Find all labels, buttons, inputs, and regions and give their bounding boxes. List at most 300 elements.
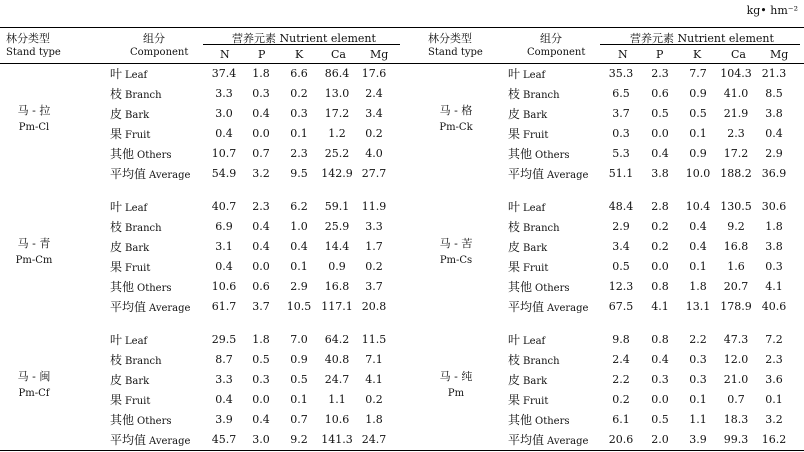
nutrient-value: 20.8	[361, 300, 387, 313]
component-label	[110, 257, 150, 277]
nutrient-value: 25.2	[324, 147, 350, 160]
component-en: Leaf	[125, 336, 148, 347]
nutrient-value: 11.5	[361, 333, 387, 346]
nutrient-value: 0.2	[365, 393, 383, 406]
component-zh: 平均值	[110, 300, 147, 314]
left-stand-1	[4, 235, 64, 266]
nutrient-value: 4.1	[765, 280, 783, 293]
nutrient-value: 0.3	[765, 260, 783, 273]
component-zh: 叶	[110, 333, 123, 347]
component-en: Fruit	[125, 263, 151, 274]
component-en: Average	[149, 303, 191, 314]
nutrient-value: 3.8	[765, 107, 783, 120]
component-zh: 平均值	[110, 433, 147, 447]
component-label	[110, 144, 172, 164]
nutrient-value: 20.7	[723, 280, 749, 293]
component-label	[508, 104, 547, 124]
nutrient-value: 3.3	[215, 87, 233, 100]
nutrient-value: 0.4	[290, 240, 308, 253]
nutrient-value: 2.3	[727, 127, 745, 140]
stand-name-zh: 马 - 闽	[17, 370, 51, 383]
component-en: Leaf	[523, 336, 546, 347]
nutrient-value: 16.8	[324, 280, 350, 293]
stand-code: Pm-Cf	[18, 388, 50, 399]
nutrient-value: 17.2	[324, 107, 350, 120]
nutrient-value: 0.2	[290, 87, 308, 100]
right-nutrient-underline	[600, 44, 800, 45]
nutrient-value: 8.5	[765, 87, 783, 100]
nutrient-value: 0.3	[290, 107, 308, 120]
component-label	[110, 277, 172, 297]
nutrient-value: 37.4	[211, 67, 237, 80]
nutrient-value: 18.3	[723, 413, 749, 426]
component-en: Average	[149, 170, 191, 181]
nutrient-value: 0.2	[651, 220, 669, 233]
left-comp-header-zh: 组分	[143, 32, 165, 45]
nutrient-value: 6.9	[215, 220, 233, 233]
component-zh: 皮	[110, 240, 123, 254]
nutrient-value: 1.7	[365, 240, 383, 253]
nutrient-value: 141.3	[321, 433, 353, 446]
nutrient-value: 0.4	[252, 107, 270, 120]
right-stand-header-zh: 林分类型	[428, 32, 472, 45]
nutrient-value: 4.0	[365, 147, 383, 160]
nutrient-value: 9.2	[727, 220, 745, 233]
component-label	[110, 104, 149, 124]
nutrient-value: 1.1	[689, 413, 707, 426]
left-el-p: P	[258, 48, 266, 61]
nutrient-value: 0.1	[765, 393, 783, 406]
nutrient-value: 0.1	[689, 393, 707, 406]
nutrient-value: 0.5	[290, 373, 308, 386]
nutrient-value: 178.9	[720, 300, 752, 313]
nutrient-value: 0.2	[365, 260, 383, 273]
component-en: Others	[137, 283, 172, 294]
nutrient-value: 0.9	[290, 353, 308, 366]
component-en: Branch	[523, 223, 560, 234]
nutrient-value: 1.8	[365, 413, 383, 426]
left-nutrient-header: 营养元素 Nutrient element	[232, 32, 376, 45]
component-en: Fruit	[523, 396, 549, 407]
nutrient-value: 0.5	[651, 413, 669, 426]
component-en: Bark	[125, 110, 150, 121]
nutrient-value: 0.3	[612, 127, 630, 140]
nutrient-value: 0.4	[215, 260, 233, 273]
nutrient-value: 3.4	[365, 107, 383, 120]
right-el-k: K	[693, 48, 702, 61]
component-zh: 枝	[508, 353, 521, 367]
nutrient-value: 0.0	[651, 127, 669, 140]
nutrient-value: 4.1	[651, 300, 669, 313]
component-label	[508, 370, 547, 390]
component-zh: 平均值	[508, 167, 545, 181]
component-zh: 果	[508, 127, 521, 141]
nutrient-value: 48.4	[608, 200, 634, 213]
component-label	[508, 124, 548, 144]
nutrient-value: 3.4	[612, 240, 630, 253]
component-label	[110, 237, 149, 257]
nutrient-value: 0.2	[365, 127, 383, 140]
right-el-mg: Mg	[770, 48, 789, 61]
stand-code: Pm-Cl	[18, 122, 50, 133]
nutrient-value: 3.0	[252, 433, 270, 446]
component-zh: 皮	[508, 240, 521, 254]
nutrient-value: 0.2	[612, 393, 630, 406]
component-en: Others	[137, 150, 172, 161]
component-zh: 皮	[110, 107, 123, 121]
nutrient-value: 6.5	[612, 87, 630, 100]
component-en: Bark	[125, 243, 150, 254]
component-label	[110, 390, 150, 410]
component-en: Average	[149, 436, 191, 447]
component-zh: 叶	[110, 200, 123, 214]
nutrient-value: 2.0	[651, 433, 669, 446]
nutrient-value: 3.0	[215, 107, 233, 120]
nutrient-value: 47.3	[723, 333, 749, 346]
component-label	[508, 430, 588, 450]
nutrient-value: 16.2	[761, 433, 787, 446]
component-zh: 枝	[508, 220, 521, 234]
nutrient-value: 0.4	[252, 220, 270, 233]
nutrient-value: 1.8	[689, 280, 707, 293]
nutrient-value: 0.9	[328, 260, 346, 273]
right-el-n: N	[618, 48, 628, 61]
nutrient-value: 27.7	[361, 167, 387, 180]
component-label	[110, 84, 162, 104]
nutrient-value: 0.7	[727, 393, 745, 406]
component-zh: 果	[110, 127, 123, 141]
left-comp-header-en: Component	[130, 47, 189, 58]
nutrient-value: 0.3	[689, 373, 707, 386]
component-zh: 皮	[110, 373, 123, 387]
nutrient-value: 0.0	[252, 260, 270, 273]
nutrient-value: 0.3	[651, 373, 669, 386]
nutrient-value: 9.8	[612, 333, 630, 346]
nutrient-value: 13.1	[685, 300, 711, 313]
nutrient-value: 12.3	[608, 280, 634, 293]
nutrient-value: 2.3	[765, 353, 783, 366]
component-label	[508, 144, 570, 164]
stand-name-zh: 马 - 格	[439, 104, 473, 117]
nutrient-value: 117.1	[321, 300, 353, 313]
nutrient-value: 17.2	[723, 147, 749, 160]
component-label	[110, 64, 147, 84]
component-label	[110, 164, 190, 184]
nutrient-value: 0.1	[290, 127, 308, 140]
nutrient-value: 1.8	[765, 220, 783, 233]
component-label	[110, 430, 190, 450]
nutrient-value: 0.4	[252, 413, 270, 426]
component-zh: 枝	[110, 353, 123, 367]
nutrient-value: 0.4	[689, 220, 707, 233]
component-en: Leaf	[523, 203, 546, 214]
component-en: Bark	[523, 376, 548, 387]
nutrient-value: 45.7	[211, 433, 237, 446]
nutrient-value: 0.4	[765, 127, 783, 140]
right-comp-header-zh: 组分	[540, 32, 562, 45]
component-zh: 果	[508, 393, 521, 407]
component-zh: 叶	[508, 333, 521, 347]
nutrient-value: 10.0	[685, 167, 711, 180]
component-zh: 其他	[110, 147, 135, 161]
nutrient-value: 2.9	[765, 147, 783, 160]
nutrient-value: 3.7	[612, 107, 630, 120]
nutrient-value: 6.2	[290, 200, 308, 213]
nutrient-value: 0.8	[651, 280, 669, 293]
component-zh: 平均值	[508, 433, 545, 447]
nutrient-value: 3.1	[215, 240, 233, 253]
nutrient-value: 7.0	[290, 333, 308, 346]
left-stand-header-zh: 林分类型	[6, 32, 50, 45]
nutrient-value: 188.2	[720, 167, 752, 180]
nutrient-value: 20.6	[608, 433, 634, 446]
stand-name-zh: 马 - 青	[17, 237, 51, 250]
nutrient-value: 16.8	[723, 240, 749, 253]
component-zh: 其他	[110, 280, 135, 294]
component-label	[508, 330, 545, 350]
component-label	[508, 217, 560, 237]
component-zh: 枝	[110, 220, 123, 234]
nutrient-value: 0.4	[651, 353, 669, 366]
nutrient-value: 86.4	[324, 67, 350, 80]
nutrient-value: 0.1	[290, 260, 308, 273]
nutrient-value: 6.6	[290, 67, 308, 80]
nutrient-value: 10.7	[211, 147, 237, 160]
nutrient-value: 4.1	[365, 373, 383, 386]
component-label	[508, 64, 545, 84]
stand-name-zh: 马 - 苦	[439, 237, 473, 250]
component-label	[508, 197, 545, 217]
component-en: Branch	[125, 90, 162, 101]
nutrient-value: 3.3	[365, 220, 383, 233]
component-zh: 果	[110, 260, 123, 274]
nutrient-value: 24.7	[324, 373, 350, 386]
nutrient-value: 10.4	[685, 200, 711, 213]
stand-code: Pm-Cm	[15, 255, 53, 266]
nutrient-value: 6.1	[612, 413, 630, 426]
nutrient-value: 2.4	[365, 87, 383, 100]
component-en: Bark	[523, 243, 548, 254]
component-en: Others	[137, 416, 172, 427]
component-en: Average	[547, 436, 589, 447]
component-zh: 皮	[508, 107, 521, 121]
component-en: Leaf	[125, 70, 148, 81]
component-en: Average	[547, 303, 589, 314]
component-label	[508, 237, 547, 257]
nutrient-value: 36.9	[761, 167, 787, 180]
nutrient-value: 0.4	[215, 393, 233, 406]
table-bottom-rule	[0, 450, 804, 451]
component-zh: 其他	[508, 413, 533, 427]
nutrient-value: 0.4	[689, 240, 707, 253]
right-stand-2	[426, 368, 486, 399]
nutrient-value: 5.3	[612, 147, 630, 160]
component-zh: 枝	[110, 87, 123, 101]
nutrient-value: 2.2	[689, 333, 707, 346]
nutrient-value: 11.9	[361, 200, 387, 213]
nutrient-value: 0.4	[252, 240, 270, 253]
right-stand-0	[426, 102, 486, 133]
component-en: Leaf	[125, 203, 148, 214]
nutrient-value: 0.3	[252, 87, 270, 100]
nutrient-value: 64.2	[324, 333, 350, 346]
nutrient-value: 2.9	[612, 220, 630, 233]
nutrient-value: 54.9	[211, 167, 237, 180]
left-el-n: N	[220, 48, 230, 61]
nutrient-value: 0.9	[689, 147, 707, 160]
component-zh: 枝	[508, 87, 521, 101]
right-stand-header-en: Stand type	[428, 47, 483, 58]
nutrient-value: 40.7	[211, 200, 237, 213]
stand-name-zh: 马 - 拉	[17, 104, 51, 117]
nutrient-value: 9.2	[290, 433, 308, 446]
nutrient-value: 0.0	[651, 393, 669, 406]
component-label	[110, 330, 147, 350]
component-zh: 其他	[508, 147, 533, 161]
component-en: Average	[547, 170, 589, 181]
component-label	[508, 297, 588, 317]
component-label	[110, 197, 147, 217]
nutrient-value: 0.5	[252, 353, 270, 366]
nutrient-value: 25.9	[324, 220, 350, 233]
nutrient-value: 0.2	[651, 240, 669, 253]
unit-label: kg• hm⁻²	[746, 4, 798, 17]
stand-code: Pm-Cs	[439, 255, 473, 266]
nutrient-value: 3.7	[365, 280, 383, 293]
nutrient-value: 0.0	[252, 127, 270, 140]
nutrient-value: 0.3	[252, 373, 270, 386]
right-nutrient-header: 营养元素 Nutrient element	[630, 32, 774, 45]
nutrient-value: 51.1	[608, 167, 634, 180]
nutrient-value: 0.0	[651, 260, 669, 273]
stand-code: Pm-Ck	[439, 122, 473, 133]
nutrient-value: 0.4	[651, 147, 669, 160]
nutrient-value: 0.3	[689, 353, 707, 366]
component-en: Others	[535, 150, 570, 161]
component-en: Bark	[523, 110, 548, 121]
nutrient-value: 21.0	[723, 373, 749, 386]
nutrient-value: 14.4	[324, 240, 350, 253]
left-stand-header-en: Stand type	[6, 47, 61, 58]
left-el-mg: Mg	[370, 48, 389, 61]
nutrient-value: 12.0	[723, 353, 749, 366]
component-en: Fruit	[523, 130, 549, 141]
nutrient-value: 0.1	[290, 393, 308, 406]
component-zh: 叶	[508, 200, 521, 214]
nutrient-value: 0.6	[651, 87, 669, 100]
nutrient-value: 67.5	[608, 300, 634, 313]
nutrient-value: 1.0	[290, 220, 308, 233]
nutrient-value: 41.0	[723, 87, 749, 100]
nutrient-value: 10.6	[211, 280, 237, 293]
component-zh: 平均值	[508, 300, 545, 314]
component-en: Others	[535, 416, 570, 427]
nutrient-value: 7.2	[765, 333, 783, 346]
right-comp-header-en: Component	[527, 47, 586, 58]
component-label	[508, 410, 570, 430]
nutrient-value: 21.3	[761, 67, 787, 80]
nutrient-value: 104.3	[720, 67, 752, 80]
component-label	[508, 350, 560, 370]
component-en: Fruit	[523, 263, 549, 274]
component-en: Branch	[125, 356, 162, 367]
component-zh: 果	[110, 393, 123, 407]
nutrient-value: 0.4	[215, 127, 233, 140]
nutrient-value: 2.3	[290, 147, 308, 160]
nutrient-value: 3.9	[215, 413, 233, 426]
nutrient-value: 0.1	[689, 260, 707, 273]
nutrient-value: 0.9	[689, 87, 707, 100]
left-stand-0	[4, 102, 64, 133]
nutrient-value: 8.7	[215, 353, 233, 366]
nutrient-value: 24.7	[361, 433, 387, 446]
nutrient-value: 0.8	[651, 333, 669, 346]
nutrient-value: 40.6	[761, 300, 787, 313]
nutrient-value: 61.7	[211, 300, 237, 313]
nutrient-value: 17.6	[361, 67, 387, 80]
component-zh: 其他	[110, 413, 135, 427]
table-top-rule	[0, 27, 804, 28]
component-label	[110, 410, 172, 430]
component-en: Fruit	[125, 130, 151, 141]
nutrient-value: 0.7	[252, 147, 270, 160]
nutrient-value: 3.2	[252, 167, 270, 180]
nutrient-value: 1.8	[252, 67, 270, 80]
nutrient-value: 3.2	[765, 413, 783, 426]
nutrient-value: 99.3	[723, 433, 749, 446]
nutrient-value: 0.0	[252, 393, 270, 406]
nutrient-value: 0.5	[612, 260, 630, 273]
nutrient-value: 2.2	[612, 373, 630, 386]
component-label	[508, 257, 548, 277]
nutrient-value: 2.9	[290, 280, 308, 293]
right-stand-1	[426, 235, 486, 266]
component-en: Branch	[125, 223, 162, 234]
nutrient-value: 1.6	[727, 260, 745, 273]
nutrient-value: 2.8	[651, 200, 669, 213]
nutrient-value: 3.6	[765, 373, 783, 386]
component-label	[508, 84, 560, 104]
nutrient-value: 3.9	[689, 433, 707, 446]
nutrient-value: 0.1	[689, 127, 707, 140]
component-label	[110, 297, 190, 317]
component-label	[508, 277, 570, 297]
nutrient-value: 10.5	[286, 300, 312, 313]
nutrient-value: 130.5	[720, 200, 752, 213]
nutrient-value: 0.6	[252, 280, 270, 293]
nutrient-value: 1.1	[328, 393, 346, 406]
component-zh: 皮	[508, 373, 521, 387]
left-el-ca: Ca	[331, 48, 346, 61]
component-en: Leaf	[523, 70, 546, 81]
component-label	[110, 217, 162, 237]
nutrient-value: 142.9	[321, 167, 353, 180]
nutrient-value: 3.7	[252, 300, 270, 313]
right-el-ca: Ca	[731, 48, 746, 61]
right-el-p: P	[656, 48, 664, 61]
nutrient-value: 1.2	[328, 127, 346, 140]
nutrient-value: 7.1	[365, 353, 383, 366]
nutrient-value: 40.8	[324, 353, 350, 366]
left-stand-2	[4, 368, 64, 399]
nutrient-value: 10.6	[324, 413, 350, 426]
nutrient-value: 35.3	[608, 67, 634, 80]
nutrient-value: 29.5	[211, 333, 237, 346]
nutrient-value: 59.1	[324, 200, 350, 213]
component-label	[110, 350, 162, 370]
nutrient-value: 1.8	[252, 333, 270, 346]
nutrient-value: 2.3	[252, 200, 270, 213]
